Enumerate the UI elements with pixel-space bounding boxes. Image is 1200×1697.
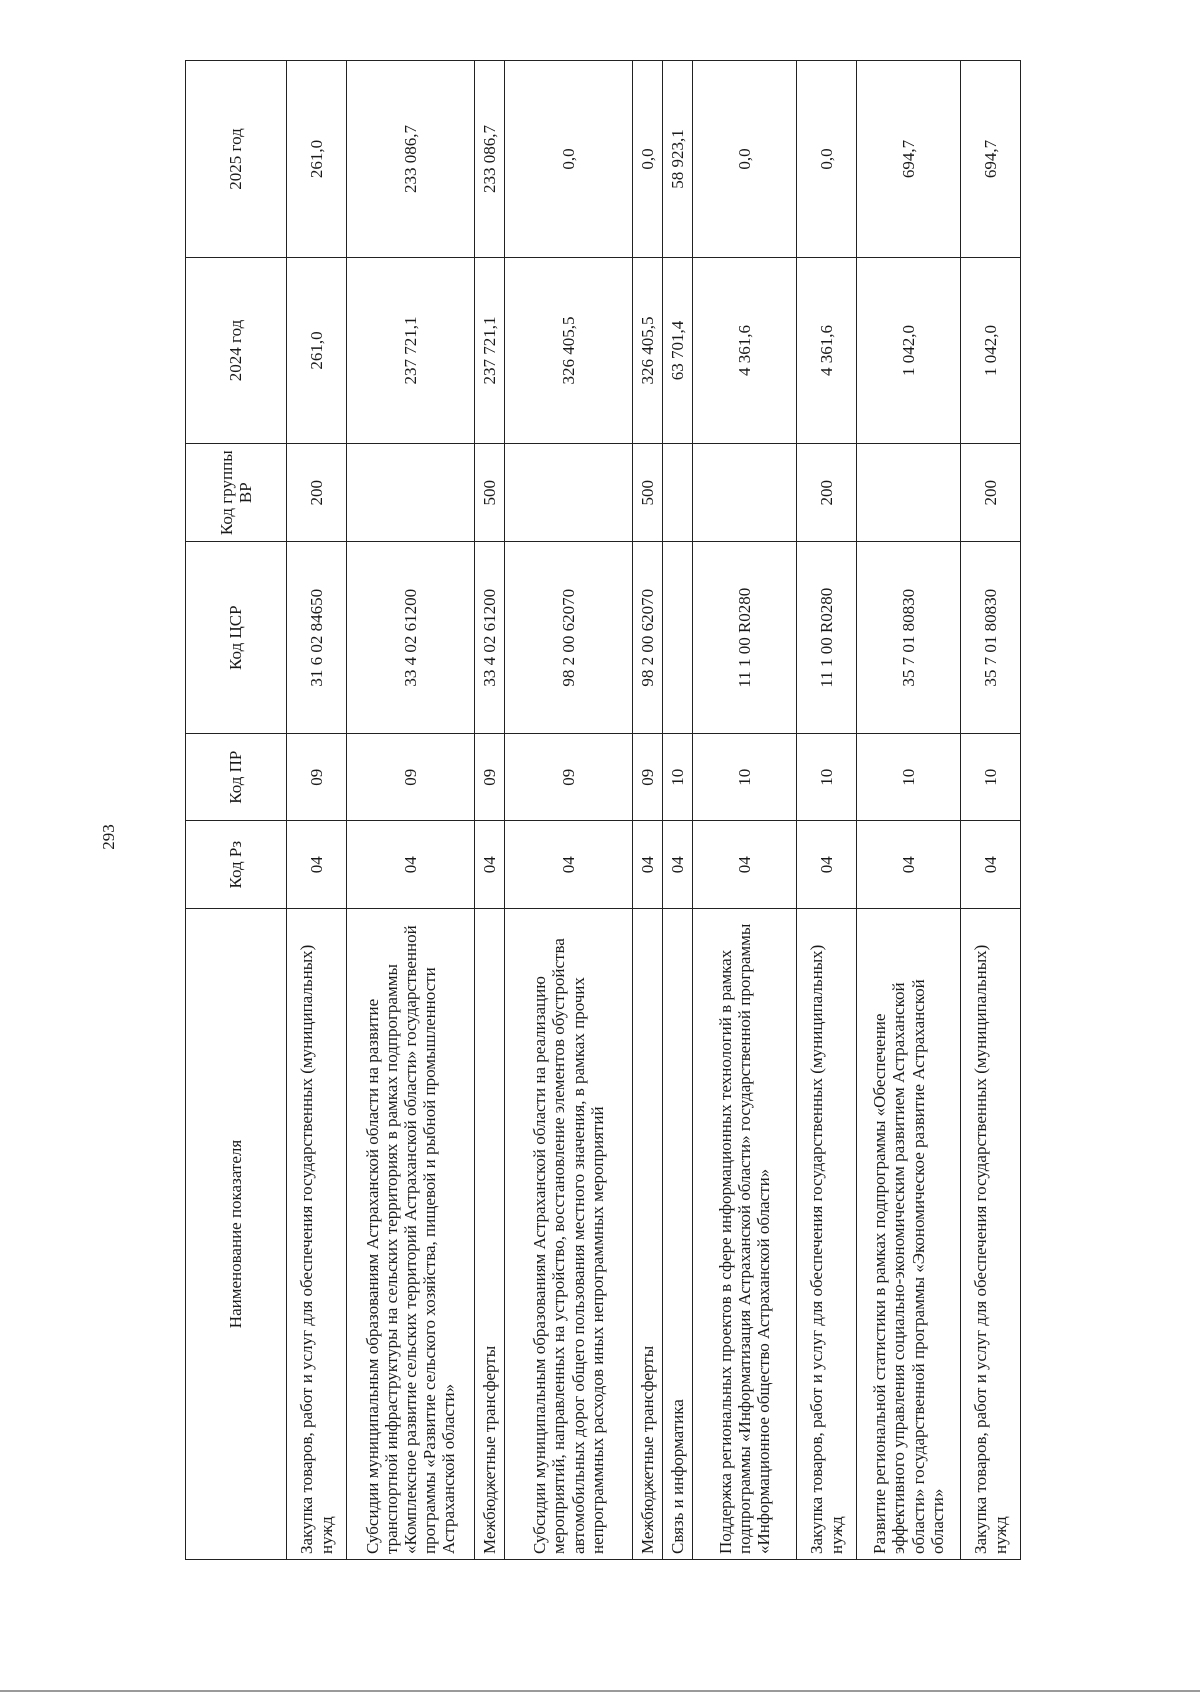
table-row xyxy=(475,61,505,1560)
table-frame xyxy=(185,60,1085,1560)
row-pr: 09 xyxy=(633,733,663,821)
row-name: Субсидии муниципальным образованиям Астраханской области на развитие транспортной инфраструктуры на сельских территориях в рамках подпрограммы «Комплексное развитие сельских территорий Астраханской области» государственной программы «Развитие сельского хозяйства, пищевой и рыбной промышленности Астраханской области» xyxy=(347,908,475,1559)
row-csr: 33 4 02 61200 xyxy=(475,542,505,733)
row-name: Межбюджетные трансферты xyxy=(475,908,505,1559)
row-vr xyxy=(857,443,961,541)
row-2024: 1 042,0 xyxy=(857,257,961,443)
page-number: 293 xyxy=(98,824,118,850)
header-pr: Код ПР xyxy=(186,733,287,821)
row-csr: 35 7 01 80830 xyxy=(857,542,961,733)
row-pr: 10 xyxy=(961,733,1021,821)
row-vr: 200 xyxy=(961,443,1021,541)
row-2025: 0,0 xyxy=(693,61,797,258)
row-vr: 500 xyxy=(475,443,505,541)
row-2024: 63 701,4 xyxy=(663,257,693,443)
row-pr: 10 xyxy=(663,733,693,821)
table-row xyxy=(857,61,961,1560)
row-2025: 694,7 xyxy=(857,61,961,258)
row-2024: 4 361,6 xyxy=(693,257,797,443)
row-vr xyxy=(693,443,797,541)
row-name: Поддержка региональных проектов в сфере информационных технологий в рамках подпрограммы «Информатизация Астраханской области» государственной программы «Информационное общество Астраханской области» xyxy=(693,908,797,1559)
row-rz: 04 xyxy=(663,821,693,909)
header-csr: Код ЦСР xyxy=(186,542,287,733)
row-name: Закупка товаров, работ и услуг для обеспечения государственных (муниципальных) нужд xyxy=(287,908,347,1559)
row-rz: 04 xyxy=(633,821,663,909)
rotated-page-content xyxy=(185,60,1085,1560)
row-pr: 09 xyxy=(347,733,475,821)
header-2024: 2024 год xyxy=(186,257,287,443)
table-row xyxy=(693,61,797,1560)
row-vr: 200 xyxy=(287,443,347,541)
row-2025: 58 923,1 xyxy=(663,61,693,258)
row-2025: 694,7 xyxy=(961,61,1021,258)
row-2025: 261,0 xyxy=(287,61,347,258)
row-rz: 04 xyxy=(857,821,961,909)
row-2025: 0,0 xyxy=(633,61,663,258)
row-pr: 10 xyxy=(693,733,797,821)
row-name: Развитие региональной статистики в рамках подпрограммы «Обеспечение эффективного управления социально-экономическим развитием Астраханской области» государственной программы «Экономическое развитие Астраханской области» xyxy=(857,908,961,1559)
row-name: Закупка товаров, работ и услуг для обеспечения государственных (муниципальных) нужд xyxy=(797,908,857,1559)
row-pr: 09 xyxy=(287,733,347,821)
row-rz: 04 xyxy=(693,821,797,909)
row-2024: 4 361,6 xyxy=(797,257,857,443)
row-2025: 233 086,7 xyxy=(475,61,505,258)
row-pr: 09 xyxy=(505,733,633,821)
row-2025: 0,0 xyxy=(797,61,857,258)
table-row xyxy=(961,61,1021,1560)
row-vr: 200 xyxy=(797,443,857,541)
header-2025: 2025 год xyxy=(186,61,287,258)
row-name: Субсидии муниципальным образованиям Астраханской области на реализацию мероприятий, направленных на устройство, восстановление элементов обустройства автомобильных дорог общего пользования местного значения, в рамках прочих непрограммных расходов иных непрограммных мероприятий xyxy=(505,908,633,1559)
row-csr: 33 4 02 61200 xyxy=(347,542,475,733)
row-pr: 10 xyxy=(797,733,857,821)
row-vr xyxy=(505,443,633,541)
row-2024: 326 405,5 xyxy=(505,257,633,443)
row-csr: 11 1 00 R0280 xyxy=(797,542,857,733)
row-rz: 04 xyxy=(347,821,475,909)
row-vr xyxy=(663,443,693,541)
row-2024: 326 405,5 xyxy=(633,257,663,443)
row-pr: 10 xyxy=(857,733,961,821)
row-rz: 04 xyxy=(505,821,633,909)
header-rz: Код Рз xyxy=(186,821,287,909)
row-2025: 0,0 xyxy=(505,61,633,258)
table-row xyxy=(287,61,347,1560)
row-rz: 04 xyxy=(287,821,347,909)
table-row xyxy=(663,61,693,1560)
header-name: Наименование показателя xyxy=(186,908,287,1559)
row-vr xyxy=(347,443,475,541)
row-2024: 237 721,1 xyxy=(475,257,505,443)
row-2024: 1 042,0 xyxy=(961,257,1021,443)
row-pr: 09 xyxy=(475,733,505,821)
row-csr: 98 2 00 62070 xyxy=(505,542,633,733)
row-rz: 04 xyxy=(797,821,857,909)
table-row xyxy=(797,61,857,1560)
row-name: Закупка товаров, работ и услуг для обеспечения государственных (муниципальных) нужд xyxy=(961,908,1021,1559)
row-2025: 233 086,7 xyxy=(347,61,475,258)
row-2024: 261,0 xyxy=(287,257,347,443)
row-csr xyxy=(663,542,693,733)
table-row xyxy=(505,61,633,1560)
budget-table xyxy=(185,60,1021,1560)
row-name: Связь и информатика xyxy=(663,908,693,1559)
row-vr: 500 xyxy=(633,443,663,541)
row-name: Межбюджетные трансферты xyxy=(633,908,663,1559)
table-row xyxy=(633,61,663,1560)
table-row xyxy=(347,61,475,1560)
row-csr: 35 7 01 80830 xyxy=(961,542,1021,733)
row-csr: 98 2 00 62070 xyxy=(633,542,663,733)
row-csr: 31 6 02 84650 xyxy=(287,542,347,733)
row-2024: 237 721,1 xyxy=(347,257,475,443)
row-rz: 04 xyxy=(961,821,1021,909)
header-vr: Код группы ВР xyxy=(186,443,287,541)
row-csr: 11 1 00 R0280 xyxy=(693,542,797,733)
row-rz: 04 xyxy=(475,821,505,909)
table-header-row xyxy=(186,61,287,1560)
scan-edge-line xyxy=(0,1690,1200,1692)
